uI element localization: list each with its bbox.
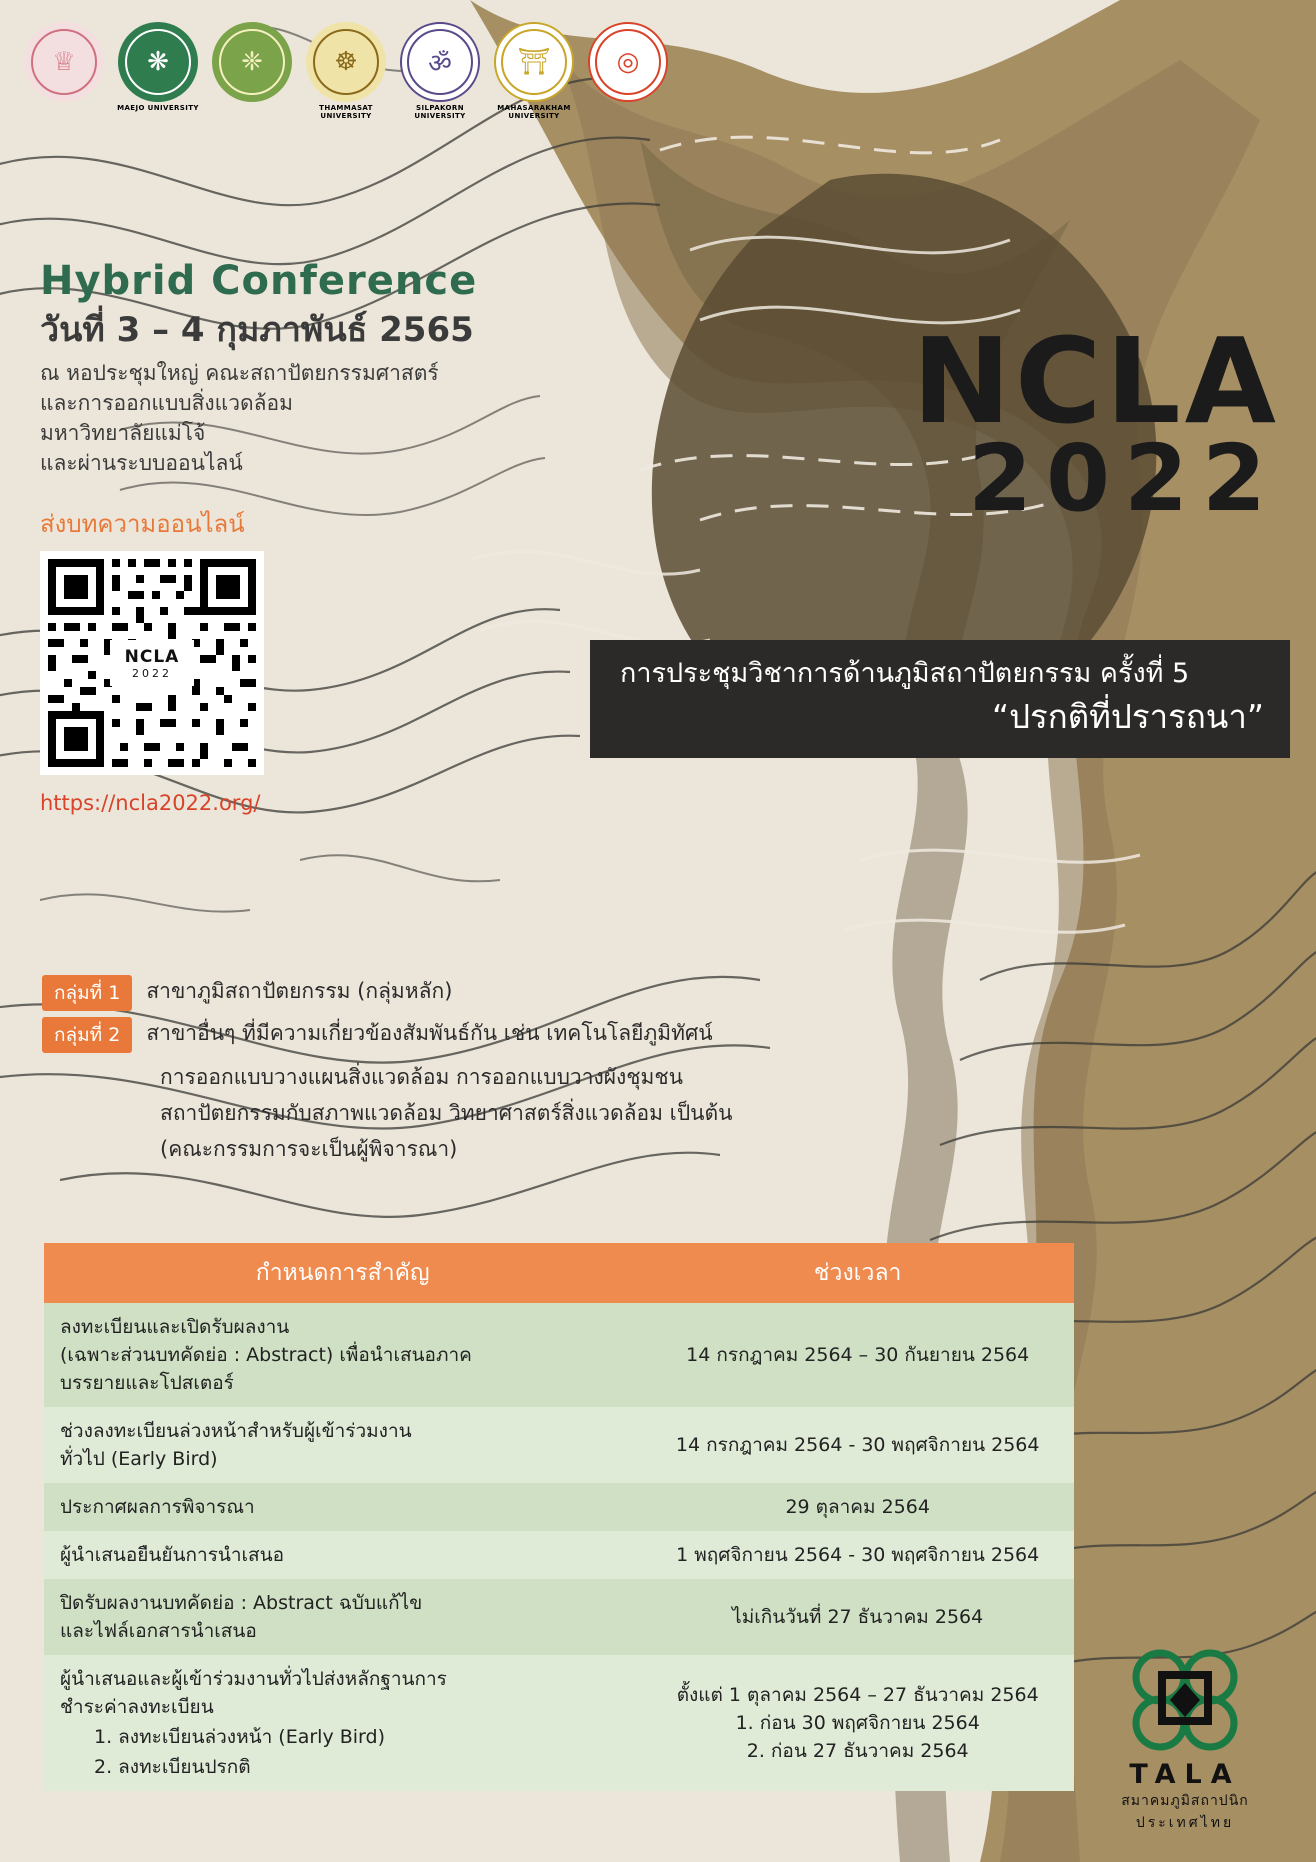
hybrid-conference-heading: Hybrid Conference — [40, 258, 478, 304]
group-extra-line-1: การออกแบบวางแผนสิ่งแวดล้อม การออกแบบวางผังชุมชน — [160, 1065, 684, 1089]
maejo-university-logo: ❋ — [118, 22, 198, 102]
website-url[interactable]: https://ncla2022.org/ — [40, 791, 261, 815]
logo-item — [304, 22, 388, 130]
tala-wordmark: TALA — [1129, 1759, 1241, 1790]
group-2-tag: กลุ่มที่ 2 — [42, 1017, 132, 1053]
logo-caption: MAHASARAKHAM UNIVERSITY — [497, 104, 571, 120]
topic-groups — [42, 975, 1092, 1167]
table-cell-period: 14 กรกฎาคม 2564 - 30 พฤศจิกายน 2564 — [641, 1407, 1074, 1483]
logo-item — [22, 22, 106, 130]
qr-code[interactable] — [40, 551, 264, 775]
table-cell-item: ผู้นำเสนอยืนยันการนำเสนอ — [44, 1531, 641, 1579]
item-line: และไฟล์เอกสารนำเสนอ — [60, 1620, 257, 1642]
venue-line-4: และผ่านระบบออนไลน์ — [40, 451, 243, 475]
logo-item — [492, 22, 576, 130]
tala-thai-line-1: สมาคมภูมิสถาปนิก — [1121, 1793, 1249, 1809]
group-row-2 — [42, 1017, 1092, 1053]
venue-line-1: ณ หอประชุมใหญ่ คณะสถาปัตยกรรมศาสตร์ — [40, 361, 439, 385]
period-subline: 1. ก่อน 30 พฤศจิกายน 2564 — [735, 1712, 980, 1734]
group-1-text: สาขาภูมิสถาปัตยกรรม (กลุ่มหลัก) — [146, 979, 453, 1003]
tala-association-logo — [1090, 1643, 1280, 1834]
item-line: ผู้นำเสนอและผู้เข้าร่วมงานทั่วไปส่งหลักฐานการ — [60, 1668, 447, 1690]
table-row — [44, 1655, 1074, 1791]
kasetsart-university-logo: ❈ — [212, 22, 292, 102]
ncla-title: NCLA — [912, 312, 1280, 450]
item-line: บรรยายและโปสเตอร์ — [60, 1372, 234, 1394]
table-cell-period: 29 ตุลาคม 2564 — [641, 1483, 1074, 1531]
logo-item — [398, 22, 482, 130]
item-line: ทั่วไป (Early Bird) — [60, 1448, 218, 1470]
chulalongkorn-university-logo: ♕ — [24, 22, 104, 102]
logo-caption: SILPAKORN UNIVERSITY — [414, 104, 466, 120]
thammasat-university-logo: ☸ — [306, 22, 386, 102]
qr-center-line1: NCLA — [124, 646, 180, 667]
banner-line-1: การประชุมวิชาการด้านภูมิสถาปัตยกรรม ครั้งที่ 5 — [620, 658, 1190, 689]
table-cell-item — [44, 1655, 641, 1791]
ncla-wordmark — [912, 312, 1280, 532]
tala-thai-line-2: ประเทศไทย — [1135, 1815, 1235, 1831]
table-row — [44, 1483, 1074, 1531]
university-logos — [22, 22, 670, 130]
conference-theme-banner — [590, 640, 1290, 758]
group-extra-line-2: สถาปัตยกรรมกับสภาพแวดล้อม วิทยาศาสตร์สิ่งแวดล้อม เป็นต้น — [160, 1101, 733, 1125]
table-cell-item — [44, 1407, 641, 1483]
table-row — [44, 1579, 1074, 1655]
venue-line-2: และการออกแบบสิ่งแวดล้อม — [40, 391, 293, 415]
group-row-1 — [42, 975, 1092, 1011]
group-extra-line-3: (คณะกรรมการจะเป็นผู้พิจารณา) — [160, 1137, 458, 1161]
table-row — [44, 1303, 1074, 1407]
qr-center-label — [110, 640, 194, 686]
item-line: ลงทะเบียนและเปิดรับผลงาน — [60, 1316, 290, 1338]
table-header-item: กำหนดการสำคัญ — [44, 1243, 641, 1303]
table-cell-period: 14 กรกฎาคม 2564 – 30 กันยายน 2564 — [641, 1303, 1074, 1407]
mahasarakham-university-logo: ⛩ — [494, 22, 574, 102]
event-info-block — [40, 258, 560, 815]
item-line: ปิดรับผลงานบทคัดย่อ : Abstract ฉบับแก้ไข — [60, 1592, 423, 1614]
item-subline: 1. ลงทะเบียนล่วงหน้า (Early Bird) — [94, 1726, 386, 1748]
table-cell-period — [641, 1655, 1074, 1791]
item-line: ช่วงลงทะเบียนล่วงหน้าสำหรับผู้เข้าร่วมงาน — [60, 1420, 412, 1442]
item-line: (เฉพาะส่วนบทคัดย่อ : Abstract) เพื่อนำเสนอภาค — [60, 1344, 472, 1366]
table-row — [44, 1407, 1074, 1483]
schedule-table — [44, 1243, 1074, 1791]
venue-line-3: มหาวิทยาลัยแม่โจ้ — [40, 421, 206, 445]
table-cell-item: ประกาศผลการพิจารณา — [44, 1483, 641, 1531]
logo-item — [586, 22, 670, 130]
table-cell-period: ไม่เกินวันที่ 27 ธันวาคม 2564 — [641, 1579, 1074, 1655]
banner-line-2: “ปรกติที่ปรารถนา” — [991, 697, 1264, 736]
period-subline: 2. ก่อน 27 ธันวาคม 2564 — [746, 1740, 969, 1762]
item-line: ชำระค่าลงทะเบียน — [60, 1696, 214, 1718]
logo-item — [116, 22, 200, 130]
tala-mark-icon — [1126, 1643, 1244, 1755]
logo-item — [210, 22, 294, 130]
group-2-text: สาขาอื่นๆ ที่มีความเกี่ยวข้องสัมพันธ์กัน เช่น เทคโนโลยีภูมิทัศน์ — [146, 1021, 713, 1045]
table-cell-period: 1 พฤศจิกายน 2564 - 30 พฤศจิกายน 2564 — [641, 1531, 1074, 1579]
table-row — [44, 1531, 1074, 1579]
rajamangala-university-logo: ◎ — [588, 22, 668, 102]
table-cell-item — [44, 1579, 641, 1655]
logo-caption: THAMMASAT UNIVERSITY — [319, 104, 373, 120]
table-header-row — [44, 1243, 1074, 1303]
table-cell-item — [44, 1303, 641, 1407]
period-line: ตั้งแต่ 1 ตุลาคม 2564 – 27 ธันวาคม 2564 — [676, 1684, 1039, 1706]
event-date: วันที่ 3 – 4 กุมภาพันธ์ 2565 — [40, 310, 474, 350]
table-header-period: ช่วงเวลา — [641, 1243, 1074, 1303]
item-subline: 2. ลงทะเบียนปรกติ — [94, 1756, 251, 1778]
silpakorn-university-logo: ॐ — [400, 22, 480, 102]
qr-center-line2: 2022 — [132, 666, 172, 680]
logo-caption: MAEJO UNIVERSITY — [117, 104, 199, 112]
ncla-year: 2022 — [967, 425, 1280, 532]
submit-online-label: ส่งบทความออนไลน์ — [40, 510, 245, 538]
group-1-tag: กลุ่มที่ 1 — [42, 975, 132, 1011]
